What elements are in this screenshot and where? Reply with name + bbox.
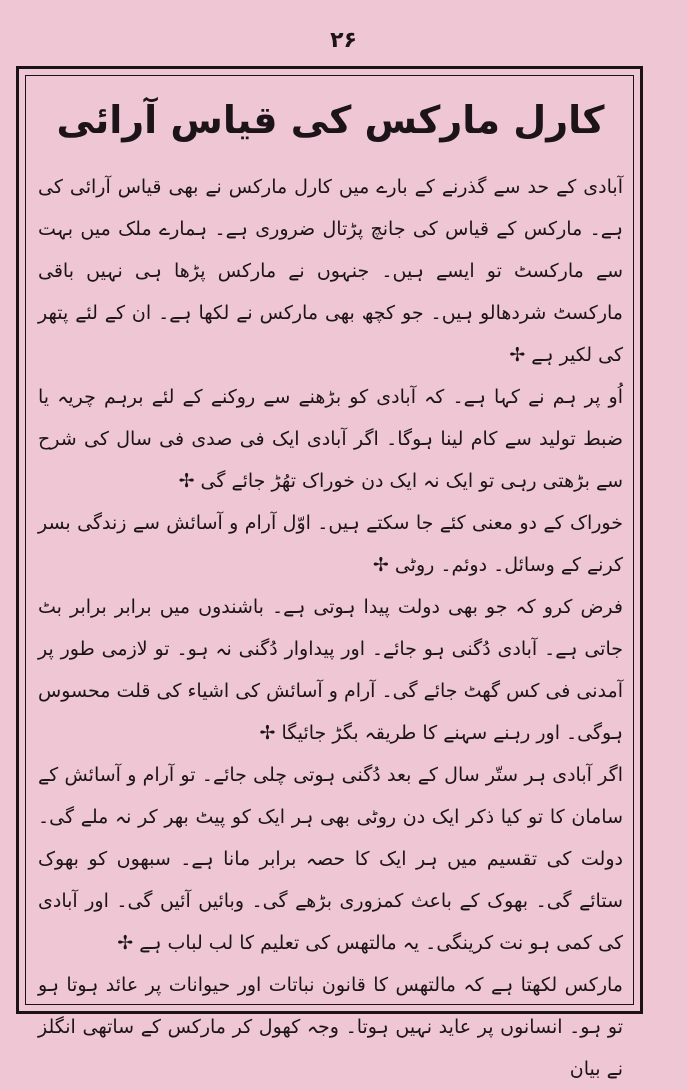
body-text <box>38 166 623 1090</box>
paragraph: خوراک کے دو معنی کئے جا سکتے ہیں۔ اوّل آرام و آسائش سے زندگی بسر کرنے کے وسائل۔ دوئم۔ روٹی ✢ <box>38 512 623 576</box>
paragraph: آبادی کے حد سے گذرنے کے بارے میں کارل مارکس نے بھی قیاس آرائی کی ہے۔ مارکس کے قیاس کی جانچ پڑتال ضروری ہے۔ ہمارے ملک میں بہت سے مارکسٹ تو ایسے ہیں۔ جنہوں نے مارکس پڑھا ہی نہیں باقی مارکسٹ شردھالو ہیں۔ جو کچھ بھی مارکس نے لکھا ہے۔ ان کے لئے پتھر کی لکیر ہے ✢ <box>38 176 623 366</box>
page-number: ۲۶ <box>330 28 357 53</box>
paragraph: مارکس لکھتا ہے کہ مالتھس کا قانون نباتات اور حیوانات پر عائد ہوتا ہو تو ہو۔ انسانوں پر عاید نہیں ہوتا۔ وجہ کھول کر مارکس کے ساتھی انگلز نے بیان <box>38 974 623 1080</box>
paragraph: اگر آبادی ہر ستّر سال کے بعد دُگنی ہوتی چلی جائے۔ تو آرام و آسائش کے سامان کا تو کیا ذکر ایک دن روٹی بھی ہر ایک کو پیٹ بھر کر نہ ملے گی۔ دولت کی تقسیم میں ہر ایک کا حصہ برابر مانا ہے۔ سبھوں کو بھوک ستائے گی۔ بھوک کے باعث کمزوری بڑھے گی۔ وبائیں آئیں گی۔ اور آبادی کی کمی ہو نت کرینگی۔ یہ مالتھس کی تعلیم کا لب لباب ہے ✢ <box>38 764 623 954</box>
page-content <box>38 88 623 1080</box>
paragraph: اُو پر ہم نے کہا ہے۔ کہ آبادی کو بڑھنے سے روکنے کے لئے برہم چریہ یا ضبط تولید سے کام لینا ہوگا۔ اگر آبادی ایک فی صدی فی سال کی شرح سے بڑھتی رہی تو ایک نہ ایک دن خوراک تھُڑ جائے گی ✢ <box>38 386 623 492</box>
chapter-title: کارل مارکس کی قیاس آرائی <box>56 98 605 142</box>
paragraph: فرض کرو کہ جو بھی دولت پیدا ہوتی ہے۔ باشندوں میں برابر برابر بٹ جاتی ہے۔ آبادی دُگنی ہو جائے۔ اور پیداوار دُگنی نہ ہو۔ تو لازمی طور پر آمدنی فی کس گھٹ جائے گی۔ آرام و آسائش کی اشیاء کی قلت محسوس ہوگی۔ اور رہنے سہنے کا طریقہ بگڑ جائیگا ✢ <box>38 596 623 744</box>
